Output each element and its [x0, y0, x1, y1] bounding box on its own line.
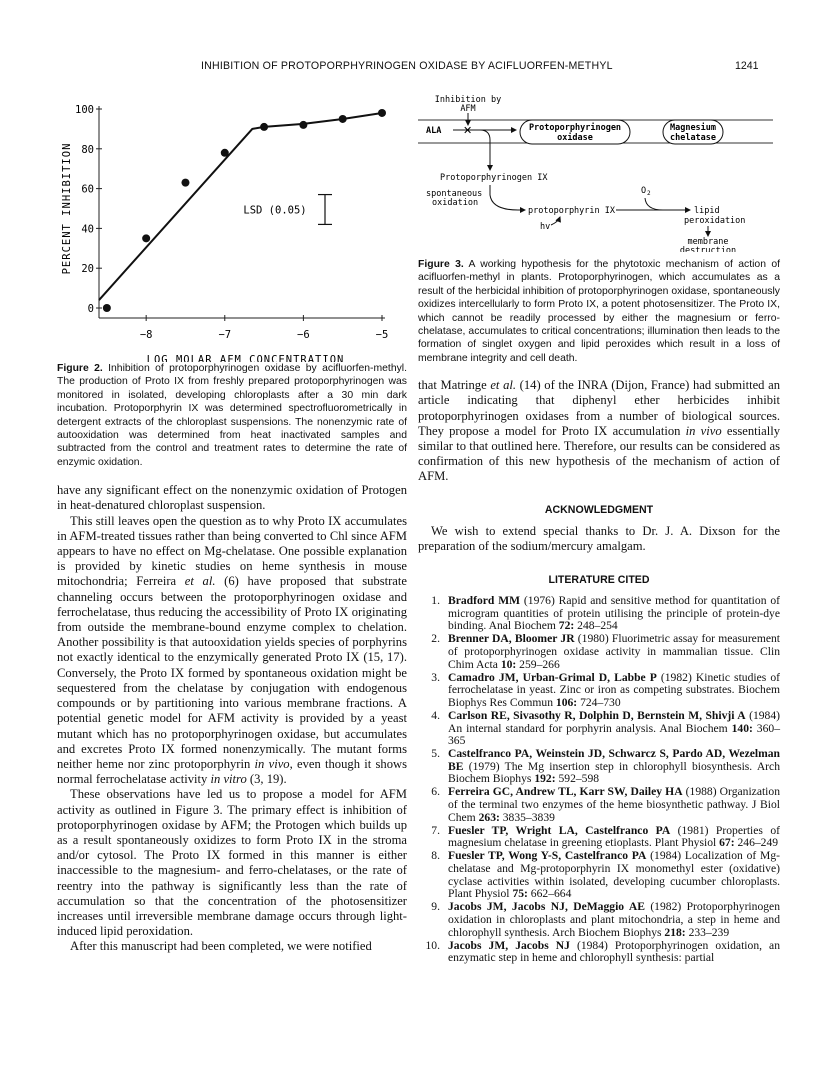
reference-list: [418, 595, 780, 965]
acknowledgment-heading: ACKNOWLEDGMENT: [544, 503, 654, 516]
svg-text:lipid: lipid: [694, 206, 720, 216]
data-point: [142, 234, 150, 242]
svg-text:chelatase: chelatase: [669, 133, 717, 143]
figure-2-label: Figure 2.: [57, 363, 103, 374]
data-point: [181, 179, 189, 187]
left-paragraph-2: This still leaves open the question as to why Proto IX accumulates in AFM-treated tissues rather than being converted to Chl since AFM appears to have no effect on Mg-chelatase. One possible explanation is provided by kinetic studies on heme synthesis in mouse mitochondria; Ferreira et al. (6) have proposed that substrate channeling occurs between the protoporphyrinogen oxidase and ferrochelatase, thus reducing the accessibility of Proto IX originating from outside the membrane-bound enzyme complex to chelation. Another possibility is that autooxidation yields species of porphyrins not exactly identical to the enzymically generated Proto IX (15, 17). Conversely, the Proto IX formed by spontaneous oxidation might be sequestered from the chelatase by conjugation with endogenous compounds or by partitioning into various membrane fractions. A potential genetic model for AFM activity is provided by a yeast mutant which has no protoporphyrinogen oxidase, but accumulates and excretes Proto IX formed nonenzymically. The mutant forms neither heme nor zinc protoporphyrin in vivo, even though it shows normal ferrochelatase activity in vitro (3, 19).: [57, 513, 407, 787]
acknowledgment-text: We wish to extend special thanks to Dr. J. A. Dixson for the preparation of the sodium/mercury amalgam.: [418, 523, 780, 553]
y-tick-label: 20: [81, 263, 94, 276]
reference-item: 3. Camadro JM, Urban-Grimal D, Labbe P (1982) Kinetic studies of ferrochelatase in yeast. Zinc or iron as competing substrates. Biochem Biophys Res Commun 106: 724–730: [431, 670, 780, 709]
figure-3-label: Figure 3.: [418, 259, 464, 270]
mechanism-diagram: [418, 92, 780, 252]
x-axis-label: LOG MOLAR AFM CONCENTRATION: [146, 354, 345, 362]
reference-item: 4. Carlson RE, Sivasothy R, Dolphin D, Bernstein M, Shivji A (1984) An internal standard for porphyrin analysis. Anal Biochem 140: 360–365: [431, 708, 780, 748]
svg-text:O: O: [641, 186, 647, 196]
x-tick-label: −7: [218, 329, 232, 341]
svg-text:Magnesium: Magnesium: [669, 123, 717, 133]
data-point: [103, 304, 111, 312]
block-x-icon: ✕: [463, 124, 473, 137]
data-point: [299, 121, 307, 129]
ala-label: ALA: [426, 126, 442, 136]
left-column: [57, 92, 407, 955]
y-tick-label: 80: [81, 143, 94, 156]
protoporphyrin-ix-label: protoporphyrin IX: [528, 206, 615, 216]
left-paragraph-4: After this manuscript had been completed, we were notified: [70, 939, 372, 954]
reference-item: 9. Jacobs JM, Jacobs NJ, DeMaggio AE (1982) Protoporphyrinogen oxidation in chloroplasts and plant mitochondria, a step in heme and chlorophyll synthesis. Arch Biochem Biophys 218: 233–239: [431, 900, 780, 939]
svg-text:hv: hv: [540, 222, 551, 232]
y-tick-label: 40: [81, 223, 94, 236]
svg-text:peroxidation: peroxidation: [684, 216, 746, 226]
running-title: INHIBITION OF PROTOPORPHYRINOGEN OXIDASE BY ACIFLUORFEN-METHYL: [201, 60, 613, 72]
figure-2-chart: [57, 92, 407, 362]
reference-item: 5. Castelfranco PA, Weinstein JD, Schwarcz S, Pardo AD, Wezelman BE (1979) The Mg insertion step in chlorophyll biosynthesis. Arch Biochem Biophys 192: 592–598: [431, 747, 780, 786]
page-number: 1241: [735, 60, 759, 72]
reference-item: 7. Fuesler TP, Wright LA, Castelfranco PA (1981) Properties of magnesium chelatase in greening etioplasts. Plant Physiol 67: 246–249: [431, 823, 780, 850]
figure-3-caption: Figure 3. A working hypothesis for the phytotoxic mechanism of action of acifluorfen-methyl in plants. Protoporphyrinogen, which accumulates as a result of the herbicidal inhibition of protoporphyrinogen oxidase, spontaneously oxidizes intercellularly to form Proto IX, a potent photosensitizer. The Proto IX, which cannot be readily processed by either the magnesium or ferro-chelatase, accumulates to critical concentrations; illumination then leads to the formation of singlet oxygen and lipid peroxides which result in a loss of membrane integrity and cell death.: [418, 259, 780, 364]
svg-text:oxidation: oxidation: [432, 198, 479, 208]
protoporphyrinogen-ix-label: Protoporphyrinogen IX: [440, 173, 548, 183]
reference-item: 10. Jacobs JM, Jacobs NJ (1984) Protoporphyrinogen oxidation, an enzymatic step in heme and chlorophyll synthesis: partial: [425, 938, 780, 965]
svg-text:2: 2: [647, 190, 651, 197]
figure-3-diagram: [418, 92, 780, 252]
left-paragraph-3: These observations have led us to propose a model for AFM activity as outlined in Figure 3. The primary effect is inhibition of protoporphyrinogen oxidase by AFM; the Protogen which builds up as a result spontaneously oxidizes to form Proto IX in the stroma and/or cytosol. The Proto IX formed in this manner is either inaccessible to the magnesium- and ferro-chelatases, or the rate of reentry into the pathway is significantly less than the rate of accumulation so that the concentration of the photosensitizer increases until irreversible membrane damage occurs through light-induced lipid peroxidation.: [57, 787, 407, 939]
reference-item: 2. Brenner DA, Bloomer JR (1980) Fluorimetric assay for measurement of protoporphyrinogen oxidase activity in mammalian tissue. Clin Chim Acta 10: 259–266: [431, 632, 781, 671]
reference-item: 1. Bradford MM (1976) Rapid and sensitive method for quantitation of microgram quantities of protein utilising the principle of protein-dye binding. Anal Biochem 72: 248–254: [431, 594, 780, 633]
data-point: [221, 149, 229, 157]
reference-item: 8. Fuesler TP, Wong Y-S, Castelfranco PA (1984) Localization of Mg-chelatase and Mg-protoporphyrin IX monomethyl ester (oxidative) cyclase activities within isolated, developing cucumber chloroplasts. Plant Physiol 75: 662–664: [431, 849, 780, 901]
fitted-line: [99, 113, 382, 300]
svg-text:oxidase: oxidase: [557, 133, 593, 143]
x-tick-label: −8: [139, 329, 153, 341]
reference-item: 6. Ferreira GC, Andrew TL, Karr SW, Dailey HA (1988) Organization of the terminal two enzymes of the heme biosynthetic pathway. J Biol Chem 263: 3835–3839: [431, 785, 780, 824]
svg-text:membrane: membrane: [687, 237, 729, 247]
y-tick-label: 0: [87, 303, 94, 315]
running-header: [0, 60, 816, 76]
left-paragraph-1: have any significant effect on the nonenzymic oxidation of Protogen in heat-denatured chloroplast suspension.: [57, 483, 407, 513]
y-tick-label: 60: [81, 183, 94, 196]
svg-text:destruction: destruction: [679, 246, 737, 252]
y-axis-label: PERCENT INHIBITION: [61, 142, 73, 275]
data-point: [378, 109, 386, 117]
svg-text:spontaneous: spontaneous: [426, 189, 483, 199]
x-tick-label: −5: [375, 329, 389, 341]
data-point: [339, 115, 347, 123]
right-paragraph-1: that Matringe et al. (14) of the INRA (Dijon, France) had submitted an article indicating that diphenyl ether herbicides inhibit protoporphyrinogen oxidases from a number of biological sources. They propose a model for Proto IX accumulation in vivo essentially similar to that outlined here. Therefore, our results can be considered as confirmation of this new hypothesis of the mechanism of action of AFM.: [418, 378, 781, 484]
inhibition-chart: [57, 92, 407, 362]
svg-text:AFM: AFM: [460, 104, 476, 114]
figure-2-caption: Figure 2. Inhibition of protoporphyrinogen oxidase by acifluorfen-methyl. The production of Proto IX from freshly prepared protoporphyrinogen was monitored in isolated, developing chloroplasts after a 30 min dark incubation. Protoporphyrin IX was determined spectrofluorometrically in detergent extracts of the chloroplast suspensions. The nonenzymic rate of autooxidation was determined from heat inactivated samples and subtracted from the control and treatment rates to determine the rate of enzymic oxidation.: [57, 363, 407, 468]
right-column: [418, 92, 780, 965]
y-tick-label: 100: [75, 104, 94, 116]
inhibition-label: Inhibition by: [434, 95, 502, 105]
literature-heading: LITERATURE CITED: [548, 574, 650, 587]
data-point: [260, 123, 268, 131]
x-tick-label: −6: [297, 329, 310, 341]
lsd-label: LSD (0.05): [243, 204, 307, 217]
svg-text:Protoporphyrinogen: Protoporphyrinogen: [528, 123, 622, 133]
